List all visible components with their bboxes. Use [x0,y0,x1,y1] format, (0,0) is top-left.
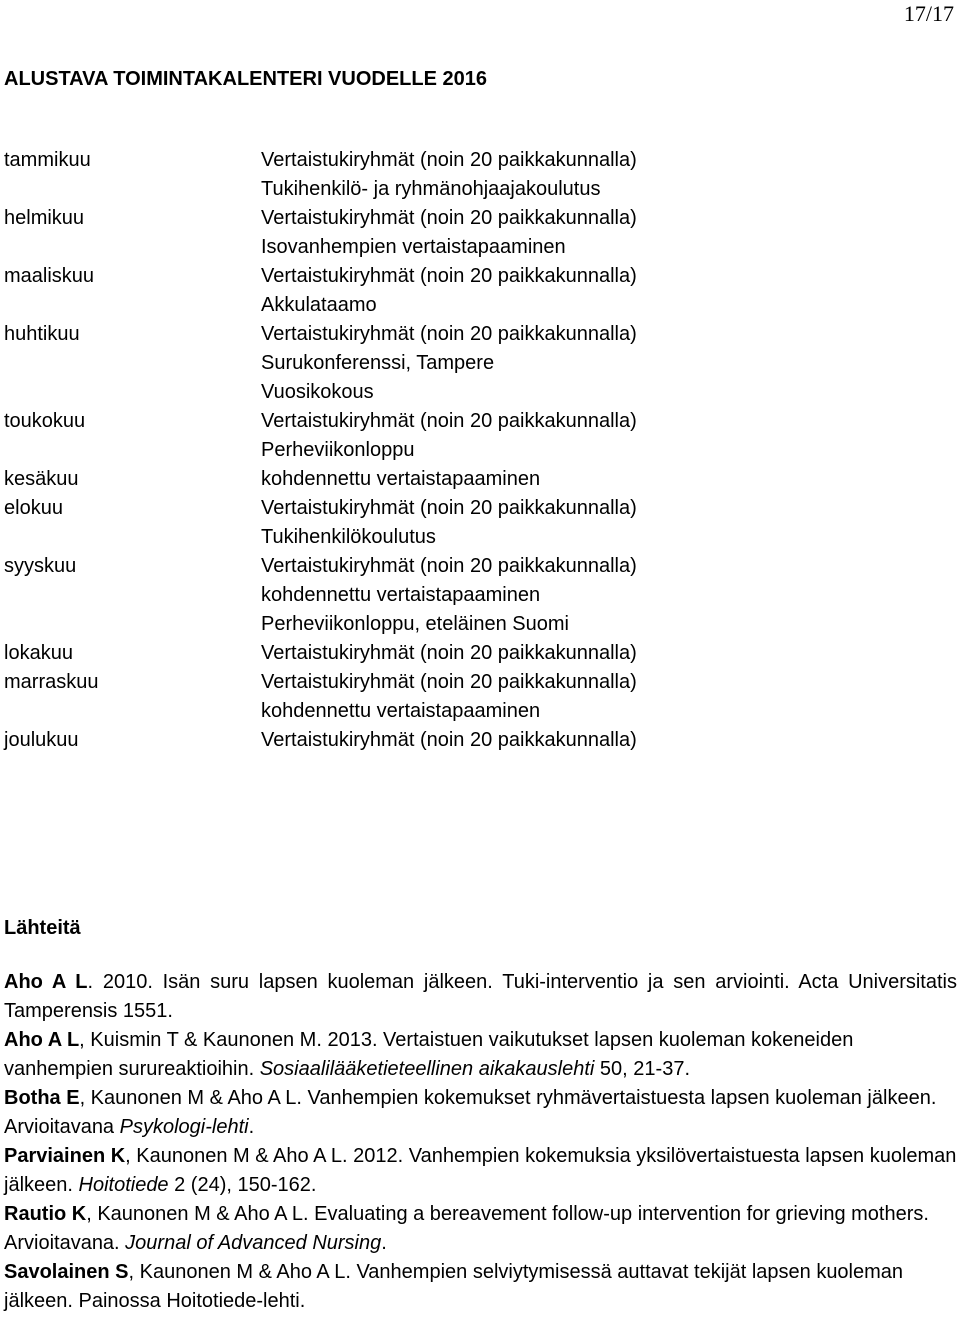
calendar-row [0,377,960,406]
calendar-row [0,609,960,638]
calendar-event: Vertaistukiryhmät (noin 20 paikkakunnalla) [261,207,637,229]
calendar-event: Surukonferenssi, Tampere [261,352,495,374]
calendar-row [0,319,960,348]
calendar-row [0,464,960,493]
reference-tail: . [381,1232,387,1254]
reference-entry [4,1084,957,1142]
reference-entry [4,968,957,1026]
calendar-event: Perheviikonloppu [261,439,415,461]
reference-tail: 50, 21-37. [594,1058,690,1080]
references-heading: Lähteitä [4,917,81,939]
calendar-month: marraskuu [4,671,99,693]
reference-entry [4,1258,957,1316]
calendar-event: Vertaistukiryhmät (noin 20 paikkakunnalla) [261,497,637,519]
calendar-event: kohdennettu vertaistapaaminen [261,468,541,490]
reference-authors: Savolainen S [4,1261,129,1283]
calendar-row [0,232,960,261]
calendar-row [0,638,960,667]
reference-authors: Aho A L [4,971,88,993]
calendar-row [0,203,960,232]
reference-text: , Kaunonen M & Aho A L. Evaluating a bereavement follow-up intervention for grieving mothers. Arvioitavana. [4,1203,929,1254]
calendar-month: syyskuu [4,555,77,577]
reference-tail: 2 (24), 150-162. [168,1174,317,1196]
calendar-event: kohdennettu vertaistapaaminen [261,700,541,722]
calendar-event: Vertaistukiryhmät (noin 20 paikkakunnalla) [261,555,637,577]
calendar-title: ALUSTAVA TOIMINTAKALENTERI VUODELLE 2016 [4,68,487,90]
calendar-row [0,406,960,435]
calendar-event: Vertaistukiryhmät (noin 20 paikkakunnalla) [261,149,637,171]
calendar-row [0,261,960,290]
reference-entry [4,1142,957,1200]
reference-text: . 2010. Isän suru lapsen kuoleman jälkeen. Tuki-interventio ja sen arviointi. Acta Universitatis Tamperensis 1551. [4,971,957,1022]
calendar-row [0,435,960,464]
reference-text: , Kaunonen M & Aho A L. Vanhempien selviytymisessä auttavat tekijät lapsen kuoleman jälkeen. Painossa Hoitotiede-lehti. [4,1261,904,1312]
calendar-row [0,290,960,319]
calendar-month: kesäkuu [4,468,79,490]
calendar-event: Vertaistukiryhmät (noin 20 paikkakunnalla) [261,265,637,287]
activity-calendar [0,145,960,754]
reference-journal: Sosiaalilääketieteellinen aikakauslehti [259,1058,595,1080]
page-number: 17/17 [903,1,954,26]
calendar-row [0,725,960,754]
calendar-month: lokakuu [4,642,73,664]
calendar-row [0,522,960,551]
calendar-event: Akkulataamo [261,294,377,316]
calendar-event: Vertaistukiryhmät (noin 20 paikkakunnalla) [261,729,637,751]
calendar-row [0,580,960,609]
reference-text: , Kaunonen M & Aho A L. 2012. Vanhempien kokemuksia yksilövertaistuesta lapsen kuoleman jälkeen. [4,1145,957,1196]
reference-entry [4,1200,957,1258]
calendar-row [0,696,960,725]
calendar-row [0,493,960,522]
reference-journal: Hoitotiede [78,1174,169,1196]
reference-authors: Rautio K [4,1203,87,1225]
reference-journal: Psykologi-lehti [119,1116,249,1138]
reference-entry [4,1026,957,1084]
calendar-row [0,551,960,580]
calendar-month: huhtikuu [4,323,80,345]
calendar-event: Vertaistukiryhmät (noin 20 paikkakunnalla) [261,671,637,693]
calendar-event: Vuosikokous [261,381,374,403]
calendar-event: Isovanhempien vertaistapaaminen [261,236,566,258]
calendar-event: Tukihenkilökoulutus [261,526,436,548]
calendar-event: Vertaistukiryhmät (noin 20 paikkakunnalla) [261,642,637,664]
reference-authors: Parviainen K [4,1145,126,1167]
reference-journal: Journal of Advanced Nursing [125,1232,382,1254]
calendar-row [0,174,960,203]
calendar-event: Tukihenkilö- ja ryhmänohjaajakoulutus [261,178,601,200]
calendar-event: Perheviikonloppu, eteläinen Suomi [261,613,569,635]
calendar-event: Vertaistukiryhmät (noin 20 paikkakunnalla) [261,323,637,345]
calendar-month: joulukuu [4,729,79,751]
calendar-row [0,667,960,696]
reference-text: , Kuismin T & Kaunonen M. 2013. Vertaistuen vaikutukset lapsen kuoleman kokeneiden vanhempien surureaktioihin. [4,1029,854,1080]
calendar-row [0,348,960,377]
calendar-event: kohdennettu vertaistapaaminen [261,584,541,606]
reference-authors: Aho A L [4,1029,80,1051]
calendar-event: Vertaistukiryhmät (noin 20 paikkakunnalla) [261,410,637,432]
calendar-month: elokuu [4,497,63,519]
calendar-month: tammikuu [4,149,91,171]
reference-authors: Botha E [4,1087,80,1109]
references-list [4,968,957,1316]
reference-tail: . [248,1116,255,1138]
calendar-month: toukokuu [4,410,86,432]
calendar-month: helmikuu [4,207,85,229]
calendar-month: maaliskuu [4,265,95,287]
calendar-row [0,145,960,174]
reference-text: , Kaunonen M & Aho A L. Vanhempien kokemukset ryhmävertaistuesta lapsen kuoleman jälkeen. Arvioitavana [4,1087,937,1138]
